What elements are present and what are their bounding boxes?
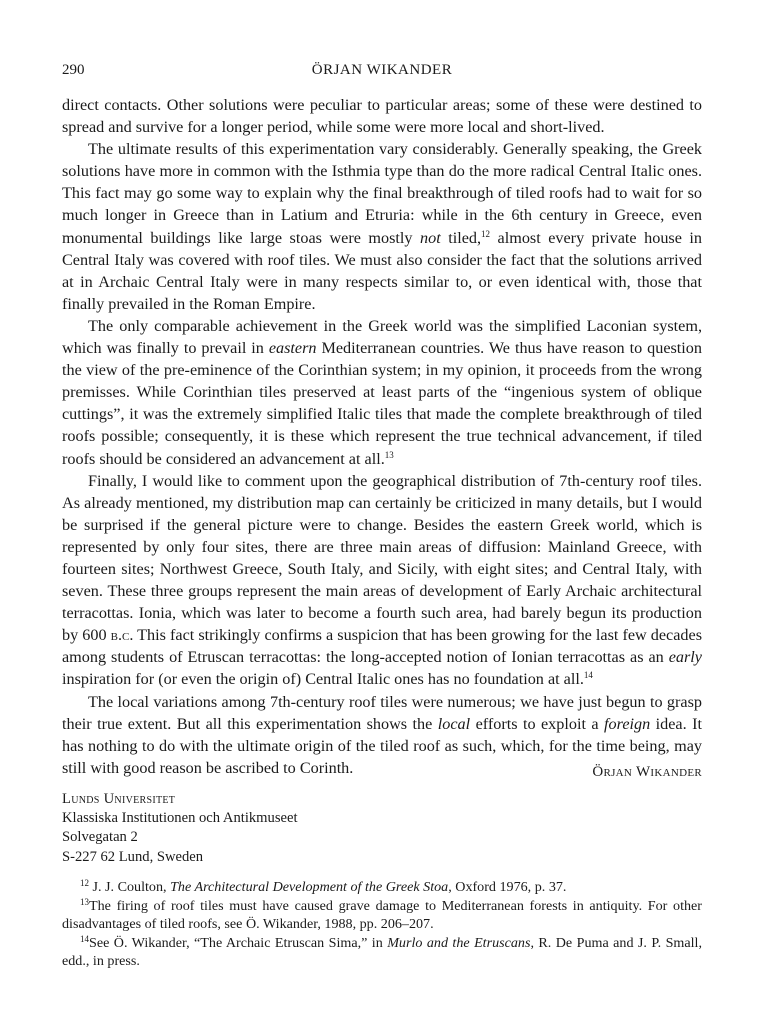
paragraph-text: inspiration for (or even the origin of) Central Italic ones has no foundation at all.	[62, 670, 584, 689]
page-number: 290	[62, 62, 85, 78]
paragraph-text: This fact strikingly confirms a suspicion that has been growing for the last few decades among students of Etruscan terracottas: the long-accepted notion of Ionian terracottas as an	[62, 626, 703, 667]
paragraph-text: almost every private house in Central Italy was covered with roof tiles. We must also consider the fact that the solutions arrived at in Archaic Central Italy were in many respects similar to, or even identical with, those that finally prevailed in the Roman Empire.	[62, 228, 702, 313]
footnote-text: See Ö. Wikander, “The Archaic Etruscan Sima,” in	[89, 934, 388, 951]
footnote-reference: 13	[384, 449, 394, 460]
address-department: Klassiska Institutionen och Antikmuseet	[62, 810, 298, 827]
paragraph-text: Mediterranean countries. We thus have reason to question the view of the pre-eminence of the Corinthian system; in my opinion, it proceeds from the wrong premisses. While Corinthian tiles preserved at least parts of the “ingenious system of oblique cuttings”, it was the extremely simplified Italic tiles that made the complete breakthrough of tiled roofs possible; consequently, it is these which represent the true technical advancement, if tiled roofs should be considered an advancement at all.	[62, 339, 702, 468]
paragraph-text: tiled,	[440, 228, 482, 247]
footnote-text: , Oxford 1976, p. 37.	[448, 879, 567, 895]
running-head	[62, 62, 702, 84]
emphasis-text: not	[420, 228, 441, 247]
emphasis-text: foreign	[604, 714, 651, 733]
paragraph-text: efforts to exploit a	[470, 714, 605, 733]
footnote-text: J. J. Coulton,	[89, 879, 171, 895]
paragraph-text: The ultimate results of this experimentation vary considerably. Generally speaking, the Greek solutions have more in common with the Isthmia type than do the more radical Central Italic ones. This fact may go some way to explain why the final breakthrough of tiled roofs had to wait for so much longer in Greece than in Latium and Etruria: while in the 6th century in Greece, even monumental buildings like large stoas were mostly	[62, 140, 702, 247]
footnote	[62, 934, 702, 971]
address-city: S-227 62 Lund, Sweden	[62, 848, 204, 865]
author-address	[62, 790, 462, 867]
paragraph-text: Finally, I would like to comment upon the geographical distribution of 7th-century roof tiles. As already mentioned, my distribution map can certainly be criticized in many details, but I would be surprised if the general picture were to change. Besides the eastern Greek world, which is represented by only four sites, there are three main areas of diffusion: Mainland Greece, with fourteen sites; Northwest Greece, South Italy, and Sicily, with eight sites; and Central Italy, with seven. These three groups represent the main areas of development of Early Archaic architectural terracottas. Ionia, which was later to become a fourth such area, had barely begun its production by 600	[62, 471, 702, 645]
footnote-number: 13	[80, 896, 89, 907]
emphasis-text: local	[437, 714, 471, 733]
paragraph	[62, 470, 702, 691]
emphasis-text: early	[668, 648, 702, 667]
paragraph	[62, 315, 702, 470]
running-title: ÖRJAN WIKANDER	[311, 62, 453, 78]
footnote	[62, 878, 702, 897]
paragraph-text: The only comparable achievement in the Greek world was the simplified Laconian system, which was finally to prevail in	[62, 316, 702, 358]
footnote-number: 12	[80, 878, 89, 888]
small-caps-text: b.c.	[110, 626, 134, 645]
footnote-text: , R. De Puma and J. P. Small, edd., in press.	[62, 934, 703, 970]
address-street: Solvegatan 2	[62, 829, 138, 846]
paragraph-text: idea. It has nothing to do with the ultimate origin of the tiled roof as such, which, for the time being, may still with good reason be ascribed to Corinth.	[62, 714, 702, 777]
emphasis-text: Murlo and the Etruscans	[387, 934, 531, 951]
emphasis-text: eastern	[268, 339, 317, 358]
footnote	[62, 897, 702, 934]
footnote-reference: 14	[583, 670, 593, 681]
emphasis-text: The Architectural Development of the Greek Stoa	[170, 879, 449, 895]
paragraph-text: The local variations among 7th-century roof tiles were numerous; we have just begun to grasp their true extent. But all this experimentation shows the	[62, 692, 702, 733]
author-signature: Örjan Wikander	[592, 764, 702, 780]
paragraph-text: direct contacts. Other solutions were peculiar to particular areas; some of these were destined to spread and survive for a longer period, while some were more local and short-lived.	[62, 96, 702, 137]
address-institution: Lunds Universitet	[62, 791, 176, 807]
footnotes	[62, 878, 702, 971]
footnote-text: The firing of roof tiles must have caused grave damage to Mediterranean forests in antiquity. For other disadvantages of tiled roofs, see Ö. Wikander, 1988, pp. 206–207.	[62, 897, 702, 933]
paragraph	[62, 138, 702, 315]
footnote-number: 14	[80, 933, 89, 944]
paragraph	[62, 94, 702, 138]
footnote-reference: 12	[481, 228, 491, 239]
body-text	[62, 94, 702, 779]
